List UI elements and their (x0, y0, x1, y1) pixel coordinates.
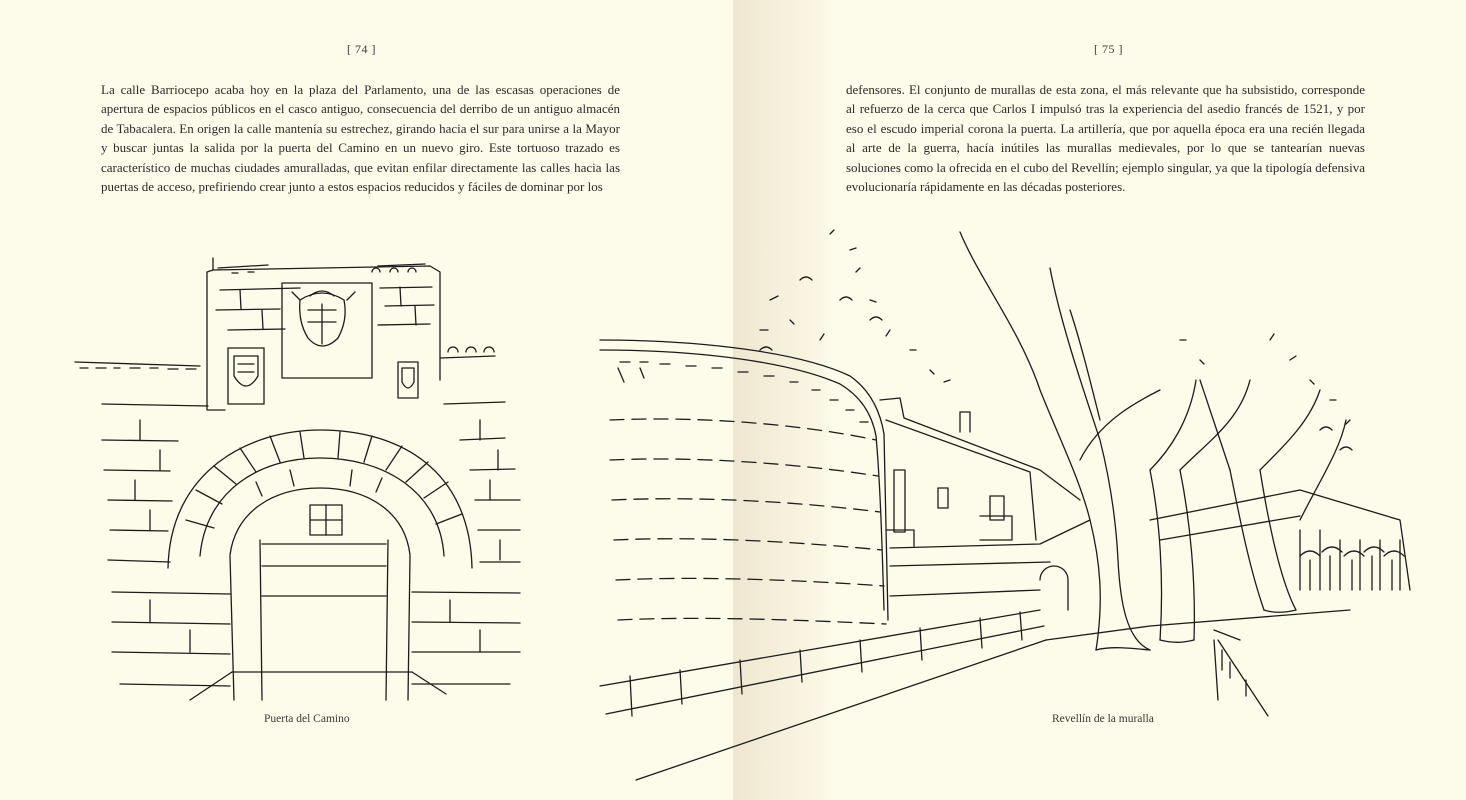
caption-puerta-del-camino: Puerta del Camino (264, 713, 350, 725)
page-number-left: [ 74 ] (347, 42, 376, 56)
right-paragraph: defensores. El conjunto de murallas de esta zona, el más relevante que ha subsistido, corresponde al refuerzo de la cerca que Carlos I impulsó tras la experiencia del asedio francés de 1521, y por eso el escudo imperial corona la puerta. La artillería, que por aquella época era una recién llegada al arte de la guerra, hacía inútiles las murallas medievales, por lo que se tantearían nuevas soluciones como la ofrecida en el cubo del Revellín; ejemplo singular, ya que la tipología defensiva evolucionaría rápidamente en las décadas posteriores. (846, 82, 1365, 195)
revellin-de-la-muralla-sketch (600, 230, 1410, 780)
puerta-del-camino-sketch (75, 258, 520, 700)
caption-revellin: Revellín de la muralla (1052, 713, 1154, 725)
page-number-right: [ 75 ] (1094, 42, 1123, 56)
left-paragraph: La calle Barriocepo acaba hoy en la plaza del Parlamento, una de las escasas operaciones de apertura de espacios públicos en el casco antiguo, consecuencia del derribo de un antiguo almacén de Tabacalera. En origen la calle mantenía su estrechez, girando hacia el sur para unirse a la Mayor y buscar juntas la salida por la puerta del Camino en un nuevo giro. Este tortuoso trazado es característico de muchas ciudades amuralladas, que evitan enfilar directamente las calles hacia las puertas de acceso, prefiriendo crear junto a estos espacios reducidos y fáciles de dominar por los (101, 82, 620, 195)
